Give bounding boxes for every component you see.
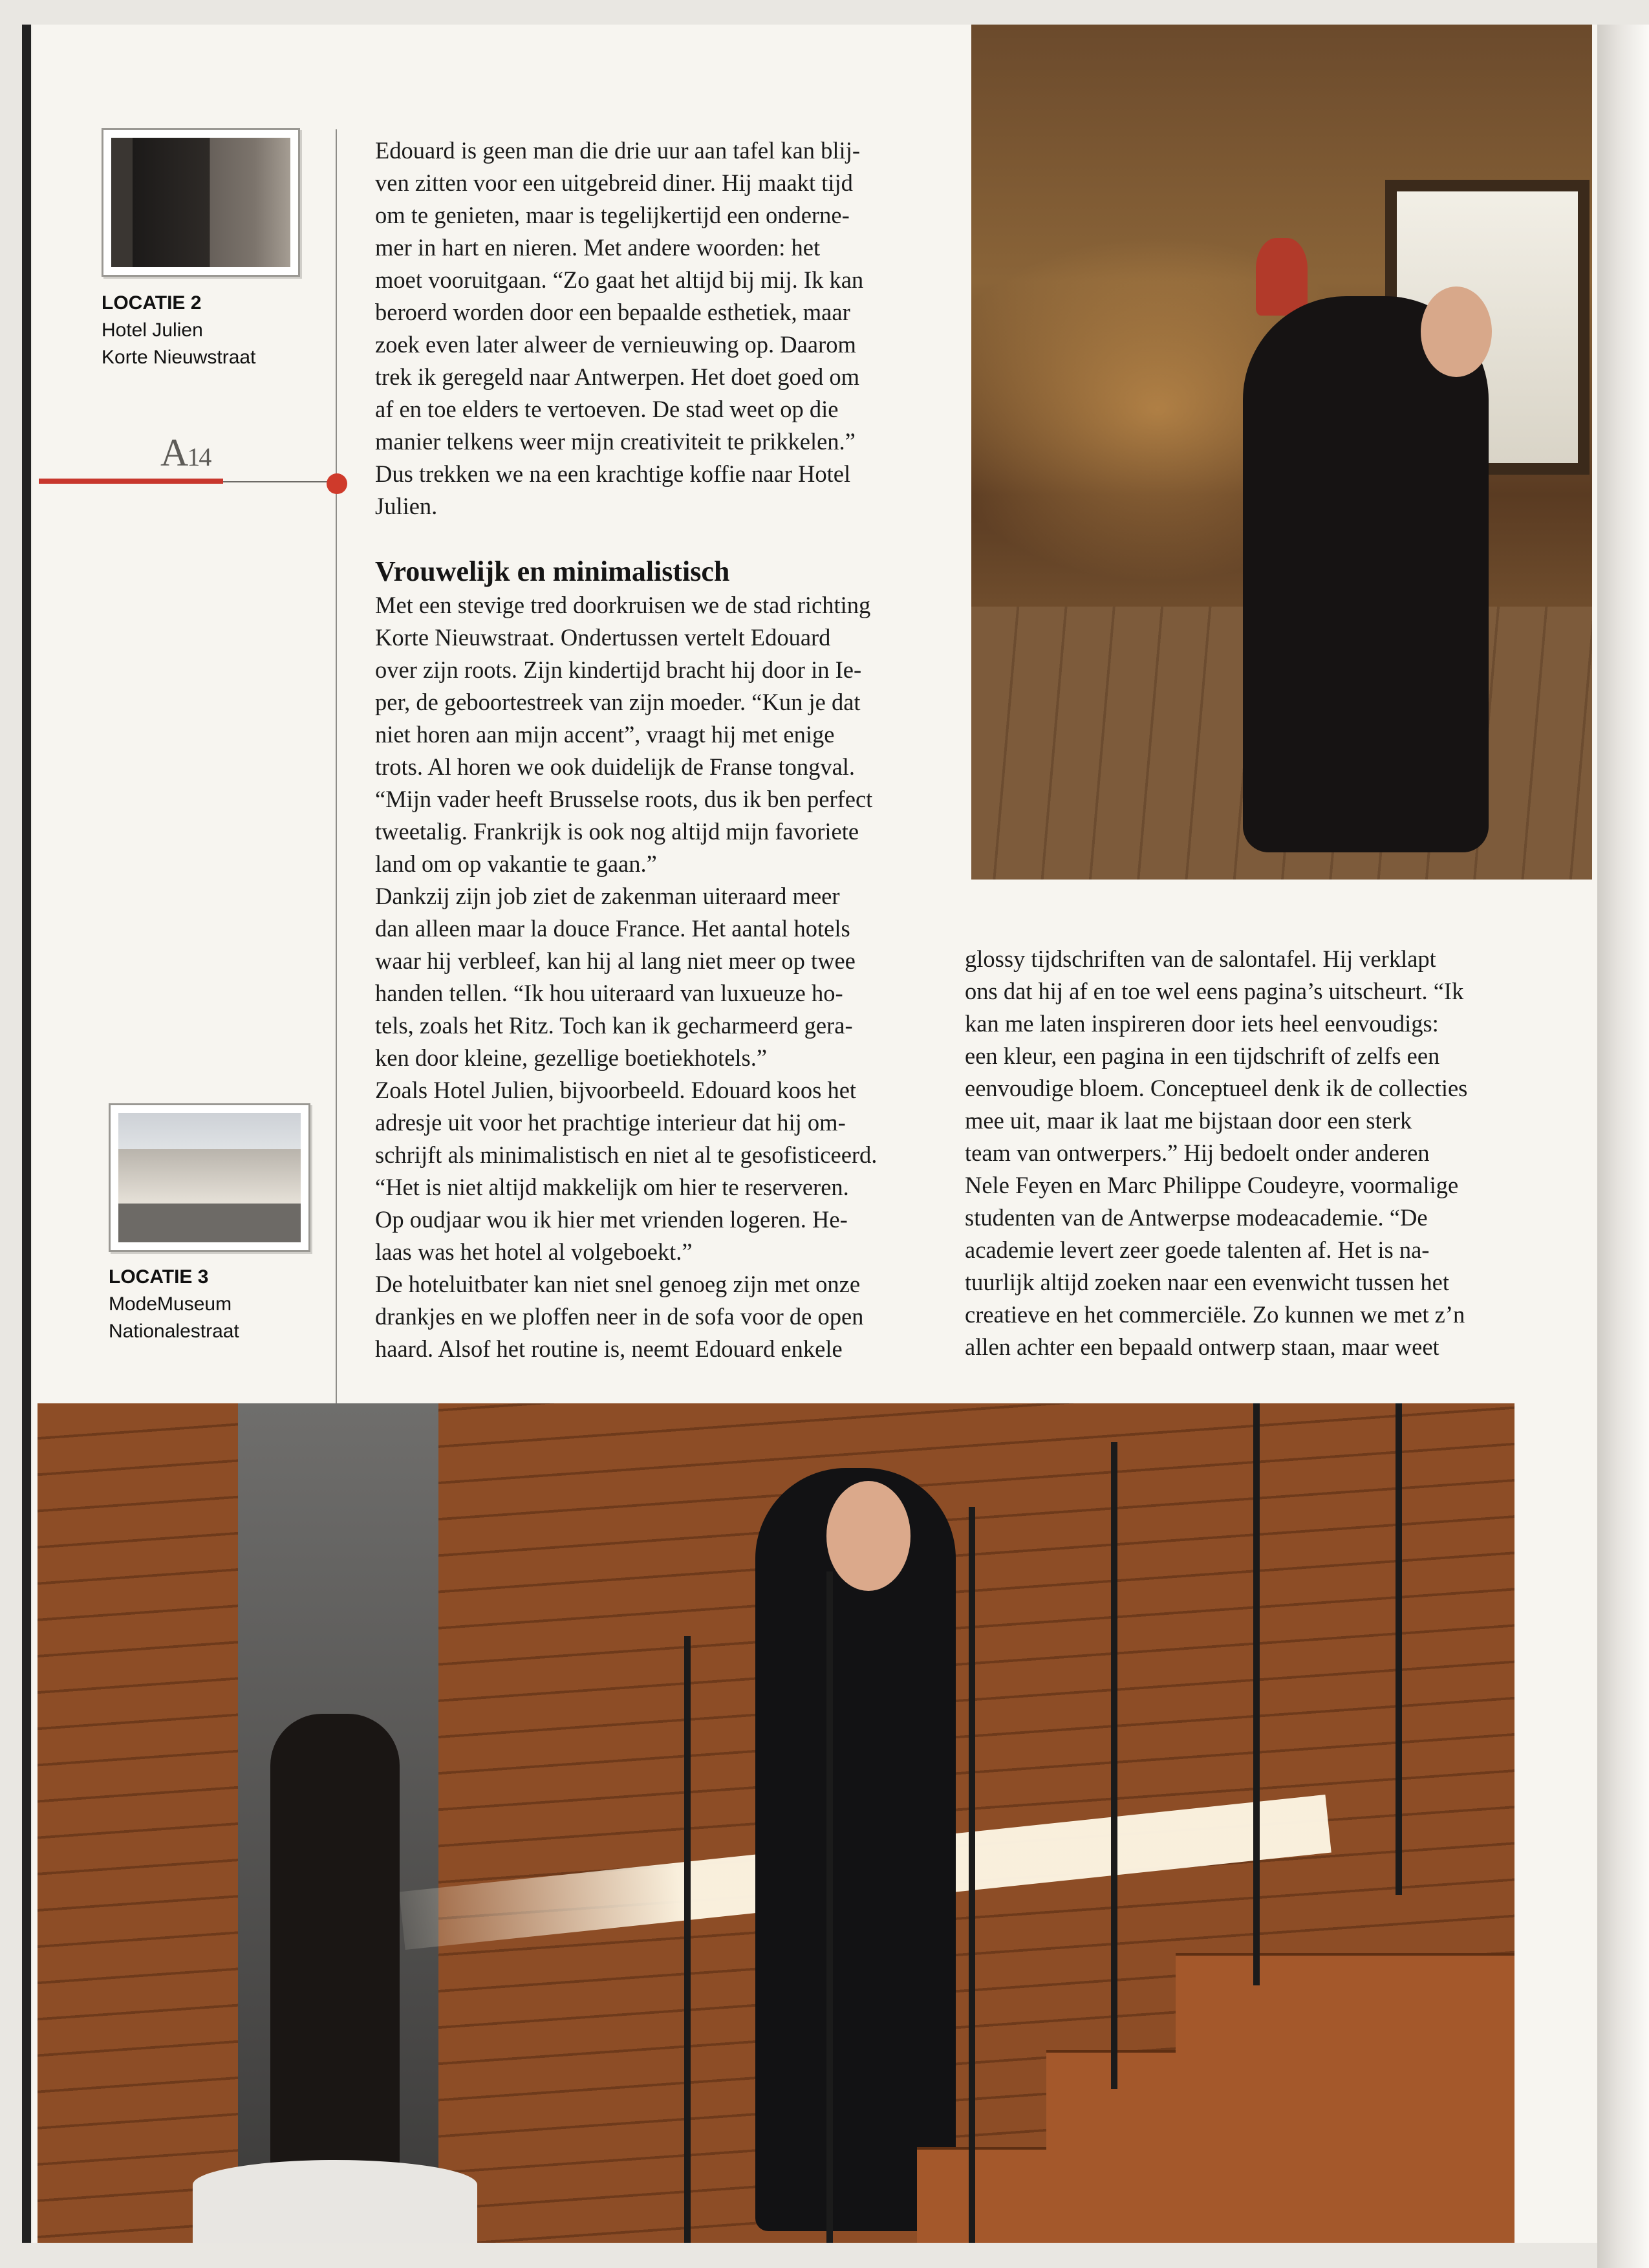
- article-line: mee uit, maar ik laat me bijstaan door een sterk: [965, 1107, 1412, 1134]
- article-line: drankjes en we ploffen neer in de sofa voor de open: [375, 1303, 864, 1330]
- location-2-title: LOCATIE 2: [102, 292, 202, 314]
- article-line: om te genieten, maar is tegelijkertijd een onderne-: [375, 202, 850, 228]
- article-line: academie levert zeer goede talenten af. Het is na-: [965, 1237, 1430, 1263]
- photo-face: [1421, 286, 1492, 377]
- photo-pedestal: [193, 2160, 477, 2243]
- page-gutter: [1597, 25, 1649, 2268]
- article-line: dan alleen maar la douce France. Het aantal hotels: [375, 915, 850, 942]
- photo-railing-bar: [684, 1636, 691, 2243]
- article-line: studenten van de Antwerpse modeacademie. “De: [965, 1204, 1428, 1231]
- article-line: een kleur, een pagina in een tijdschrift of zelfs een: [965, 1042, 1440, 1069]
- article-line: mer in hart en nieren. Met andere woorden: het: [375, 234, 821, 261]
- page-number-digits: 14: [187, 442, 211, 471]
- article-column-1-continued: [375, 589, 931, 1365]
- article-line: ken door kleine, gezellige boetiekhotels.”: [375, 1044, 768, 1071]
- location-2-name: Hotel Julien: [102, 319, 203, 341]
- accent-red-dot: [327, 473, 347, 494]
- photo-railing-bar: [1396, 1403, 1402, 1895]
- article-line: zoek even later alweer de vernieuwing op. Daarom: [375, 331, 856, 358]
- article-line: Dus trekken we na een krachtige koffie naar Hotel: [375, 460, 851, 487]
- article-line: tweetalig. Frankrijk is ook nog altijd mijn favoriete: [375, 818, 859, 845]
- hotel-julien-photo: [111, 138, 290, 267]
- location-3-name: ModeMuseum: [109, 1293, 232, 1315]
- article-line: team van ontwerpers.” Hij bedoelt onder anderen: [965, 1139, 1430, 1166]
- page-number: [160, 431, 210, 475]
- photo-seated-man: [1243, 296, 1489, 852]
- article-line: ons dat hij af en toe wel eens pagina’s uitscheurt. “Ik: [965, 978, 1464, 1004]
- article-line: “Mijn vader heeft Brusselse roots, dus ik ben perfect: [375, 786, 873, 812]
- article-line: laas was het hotel al volgeboekt.”: [375, 1238, 693, 1265]
- article-line: kan me laten inspireren door iets heel eenvoudigs:: [965, 1010, 1439, 1037]
- sidebar-divider: [336, 129, 337, 1403]
- article-line: over zijn roots. Zijn kindertijd bracht hij door in Ie-: [375, 656, 862, 683]
- photo-railing-bar: [826, 1571, 833, 2243]
- location-3-thumbnail: [109, 1103, 310, 1252]
- photo-face: [826, 1481, 911, 1591]
- article-line: trek ik geregeld naar Antwerpen. Het doet goed om: [375, 363, 859, 390]
- article-line: Zoals Hotel Julien, bijvoorbeeld. Edouard koos het: [375, 1077, 857, 1103]
- photo-flower-vase: [1256, 238, 1308, 316]
- article-line: manier telkens weer mijn creativiteit te prikkelen.”: [375, 428, 856, 455]
- photo-railing-bar: [969, 1507, 975, 2243]
- article-line: creatieve en het commerciële. Zo kunnen we met z’n: [965, 1301, 1465, 1328]
- article-line: glossy tijdschriften van de salontafel. Hij verklapt: [965, 945, 1436, 972]
- article-line: tels, zoals het Ritz. Toch kan ik gecharmeerd gera-: [375, 1012, 853, 1039]
- scan-left-edge: [22, 25, 31, 2243]
- article-line: per, de geboortestreek van zijn moeder. “Kun je dat: [375, 689, 861, 715]
- article-line: beroerd worden door een bepaalde esthetiek, maar: [375, 299, 850, 325]
- article-line: Dankzij zijn job ziet de zakenman uiteraard meer: [375, 883, 840, 909]
- photo-railing-bar: [1111, 1442, 1117, 2089]
- location-3-street: Nationalestraat: [109, 1321, 239, 1342]
- photo-railing-bar: [1253, 1403, 1260, 1985]
- article-line: Met een stevige tred doorkruisen we de stad richting: [375, 592, 871, 618]
- photo-stair-step: [917, 2147, 1514, 2243]
- article-line: Op oudjaar wou ik hier met vrienden logeren. He-: [375, 1206, 848, 1233]
- page-number-letter: A: [160, 431, 188, 474]
- location-2-thumbnail: [102, 128, 300, 277]
- location-3-title: LOCATIE 3: [109, 1266, 209, 1288]
- article-line: eenvoudige bloem. Conceptueel denk ik de collecties: [965, 1075, 1468, 1101]
- section-heading: Vrouwelijk en minimalistisch: [375, 556, 730, 587]
- location-2-street: Korte Nieuwstraat: [102, 347, 256, 368]
- connector-line: [223, 481, 333, 482]
- article-line: af en toe elders te vertoeven. De stad weet op die: [375, 396, 839, 422]
- article-line: ven zitten voor een uitgebreid diner. Hij maakt tijd: [375, 169, 853, 196]
- article-line: De hoteluitbater kan niet snel genoeg zijn met onze: [375, 1271, 861, 1297]
- article-column-2: [965, 943, 1521, 1363]
- article-column-1: [375, 135, 931, 523]
- article-line: waar hij verbleef, kan hij al lang niet meer op twee: [375, 947, 856, 974]
- article-line: trots. Al horen we ook duidelijk de Franse tongval.: [375, 753, 856, 780]
- accent-red-bar: [39, 479, 223, 484]
- modemuseum-photo: [118, 1113, 301, 1242]
- article-line: “Het is niet altijd makkelijk om hier te reserveren.: [375, 1174, 849, 1200]
- article-line: schrijft als minimalistisch en niet al te gesofisticeerd.: [375, 1141, 878, 1168]
- photo-statue: [270, 1714, 400, 2179]
- article-line: handen tellen. “Ik hou uiteraard van luxueuze ho-: [375, 980, 843, 1006]
- article-line: Edouard is geen man die drie uur aan tafel kan blij-: [375, 137, 860, 164]
- article-line: niet horen aan mijn accent”, vraagt hij met enige: [375, 721, 835, 748]
- article-line: Nele Feyen en Marc Philippe Coudeyre, voormalige: [965, 1172, 1459, 1198]
- article-line: Julien.: [375, 493, 438, 519]
- photo-stair-step: [1176, 1953, 1514, 2053]
- article-line: adresje uit voor het prachtige interieur dat hij om-: [375, 1109, 846, 1136]
- article-line: land om op vakantie te gaan.”: [375, 850, 657, 877]
- museum-staircase-photo: [38, 1403, 1514, 2243]
- article-line: Korte Nieuwstraat. Ondertussen vertelt Edouard: [375, 624, 831, 651]
- article-line: allen achter een bepaald ontwerp staan, maar weet: [965, 1334, 1439, 1360]
- article-line: haard. Alsof het routine is, neemt Edouard enkele: [375, 1335, 843, 1362]
- hotel-interior-photo: [971, 25, 1592, 880]
- article-line: moet vooruitgaan. “Zo gaat het altijd bij mij. Ik kan: [375, 266, 864, 293]
- article-line: tuurlijk altijd zoeken naar een evenwicht tussen het: [965, 1269, 1449, 1295]
